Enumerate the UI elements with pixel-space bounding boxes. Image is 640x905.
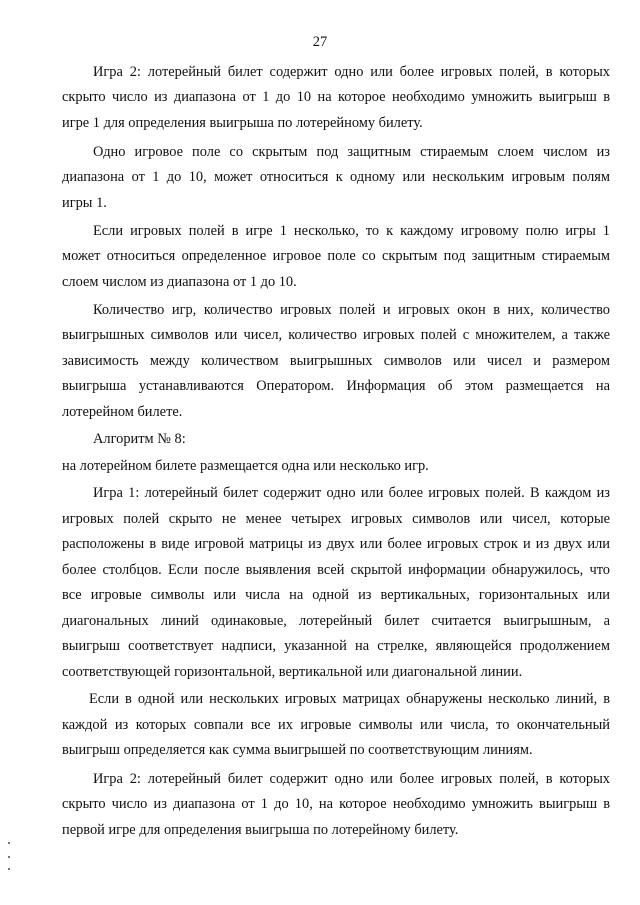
scan-artifact (8, 868, 10, 870)
text-line: Игра 2: лотерейный билет содержит одно или более игровых полей, в которых (93, 771, 610, 787)
text-line: лотерейном билете. (62, 404, 183, 420)
text-line: слоем числом из диапазона от 1 до 10. (62, 274, 297, 290)
text-line: каждой из которых совпали все их игровые символы или числа, то окончательный (62, 717, 610, 733)
text-line: зависимость между количеством выигрышных символов или чисел и размером (62, 353, 610, 369)
text-line: выигрыша устанавливаются Оператором. Информация об этом размещается на (62, 378, 610, 394)
text-line: Если в одной или нескольких игровых матрицах обнаружены несколько линий, в (89, 691, 610, 707)
text-line: на лотерейном билете размещается одна или несколько игр. (62, 458, 429, 474)
scan-artifact (8, 842, 10, 844)
text-line: скрыто число из диапазона от 1 до 10, на которое необходимо умножить выигрыш в (62, 796, 610, 812)
text-line: Если игровых полей в игре 1 несколько, то к каждому игровому полю игры 1 (93, 223, 610, 239)
text-line: выигрышных символов или чисел, количество игровых полей с множителем, а также (62, 327, 610, 343)
text-line: расположены в виде игровой матрицы из двух или более игровых строк и из двух или (62, 536, 610, 552)
text-line: выигрыш определяется как сумма выигрышей по соответствующим линиям. (62, 742, 533, 758)
text-line: Количество игр, количество игровых полей и игровых окон в них, количество (93, 302, 610, 318)
text-line: Игра 1: лотерейный билет содержит одно или более игровых полей. В каждом из (93, 485, 610, 501)
scan-artifact (8, 856, 10, 858)
text-line: выигрыш соответствует надписи, указанной на стрелке, являющейся продолжением (62, 638, 610, 654)
text-line: может относиться определенное игровое поле со скрытым под защитным стираемым (62, 248, 610, 264)
text-line: диапазона от 1 до 10, может относиться к одному или нескольким игровым полям (62, 169, 610, 185)
text-line: первой игре для определения выигрыша по лотерейному билету. (62, 822, 459, 838)
text-line: диагональных линий одинаковые, лотерейный билет считается выигрышным, а (62, 613, 610, 629)
text-line: соответствующей горизонтальной, вертикальной или диагональной линии. (62, 664, 523, 680)
text-line: Одно игровое поле со скрытым под защитным стираемым слоем числом из (93, 144, 610, 160)
page-number: 27 (312, 34, 328, 50)
text-line: игры 1. (62, 195, 107, 211)
text-line: игровых полей скрыто не менее четырех игровых символов или чисел, которые (62, 511, 610, 527)
algorithm-heading: Алгоритм № 8: (93, 431, 186, 447)
text-line: скрыто число из диапазона от 1 до 10 на которое необходимо умножить выигрыш в (62, 89, 610, 105)
text-line: Игра 2: лотерейный билет содержит одно или более игровых полей, в которых (93, 64, 610, 80)
text-line: более столбцов. Если после выявления всей скрытой информации обнаружилось, что (62, 562, 610, 578)
text-line: все игровые символы или числа на одной из вертикальных, горизонтальных или (62, 587, 610, 603)
text-line: игре 1 для определения выигрыша по лотерейному билету. (62, 115, 423, 131)
